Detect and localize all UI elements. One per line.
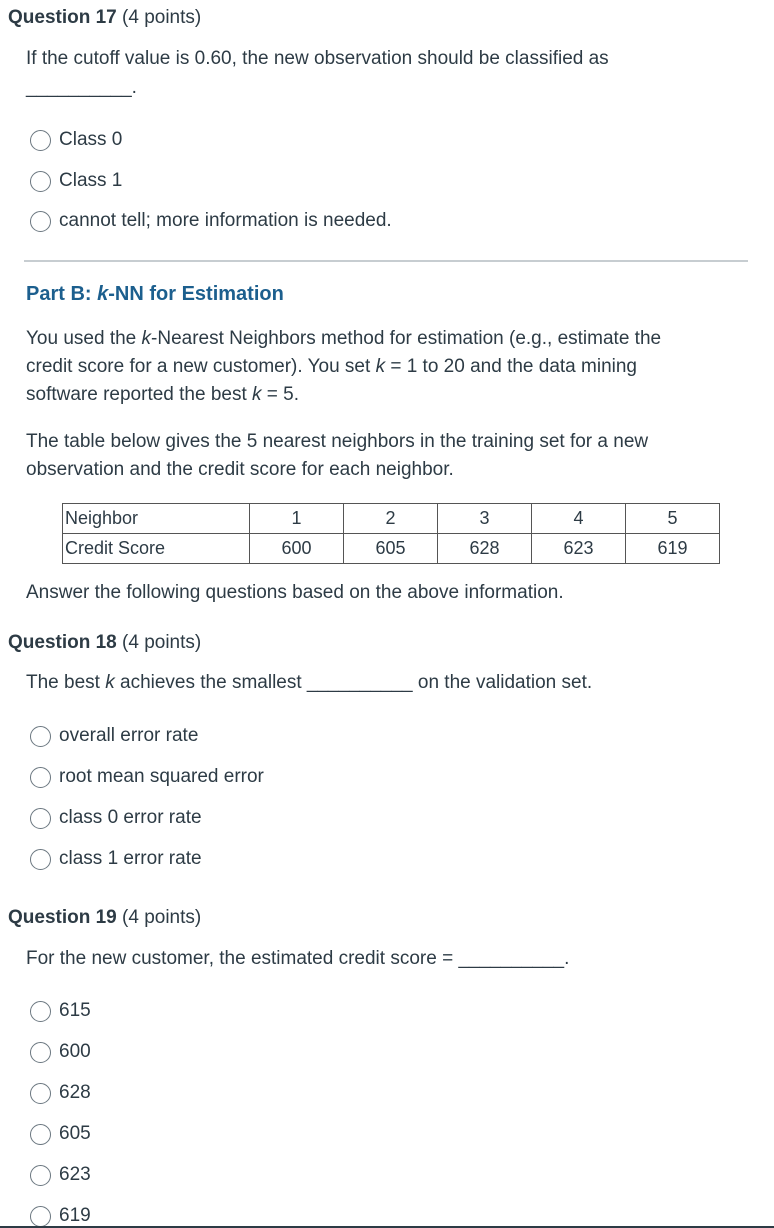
q18-option-overall-error-rate[interactable] — [30, 724, 198, 748]
part-b-instruction: Answer the following questions based on the above information. — [26, 582, 564, 603]
q18-option-rmse[interactable] — [30, 765, 264, 789]
radio-button[interactable] — [30, 1001, 51, 1022]
table-cell: 623 — [532, 534, 626, 564]
part-b-para1-line2 — [26, 353, 637, 381]
question-number: Question 18 — [8, 632, 117, 653]
table-cell: 2 — [344, 504, 438, 534]
option-label: root mean squared error — [59, 766, 264, 787]
table-row-header: Neighbor — [63, 504, 250, 534]
option-label: 615 — [59, 1000, 91, 1021]
q19-option-615[interactable] — [30, 999, 91, 1023]
part-b-para2-line2: observation and the credit score for each neighbor. — [26, 459, 454, 480]
question-number: Question 19 — [8, 907, 117, 928]
text-run-italic: k — [375, 356, 386, 377]
table-row-credit-score — [63, 534, 720, 564]
text-run-italic: k — [105, 672, 115, 693]
question-19-blank: __________. — [458, 948, 570, 969]
radio-button[interactable] — [30, 726, 51, 747]
text-run: = 5. — [261, 384, 300, 405]
option-label: overall error rate — [59, 725, 199, 746]
option-label: 600 — [59, 1041, 91, 1062]
question-18-stem — [26, 669, 592, 697]
question-points: (4 points) — [122, 632, 202, 653]
radio-button[interactable] — [30, 171, 51, 192]
option-label: cannot tell; more information is needed. — [59, 210, 392, 231]
radio-button[interactable] — [30, 1206, 51, 1227]
question-17-blank: __________. — [26, 77, 137, 98]
table-row-neighbor — [63, 504, 720, 534]
text-run-italic: k — [141, 328, 152, 349]
question-18-header — [8, 632, 201, 654]
option-label: Class 0 — [59, 129, 123, 150]
question-18-blank: __________ — [306, 672, 413, 693]
radio-button[interactable] — [30, 211, 51, 232]
text-run: = 1 to 20 and the data mining — [385, 356, 637, 377]
table-cell: 5 — [626, 504, 720, 534]
question-points: (4 points) — [122, 907, 202, 928]
question-points: (4 points) — [122, 7, 202, 28]
part-b-title — [26, 283, 284, 306]
option-label: 623 — [59, 1164, 91, 1185]
text-run-italic: k — [252, 384, 262, 405]
option-label: 619 — [59, 1205, 91, 1226]
q19-option-628[interactable] — [30, 1081, 91, 1105]
table-cell: 4 — [532, 504, 626, 534]
option-label: 628 — [59, 1082, 91, 1103]
option-label: class 0 error rate — [59, 807, 202, 828]
title-prefix: Part B: — [26, 283, 98, 305]
text-run: The best — [26, 672, 106, 693]
text-run: on the validation set. — [412, 672, 593, 693]
radio-button[interactable] — [30, 849, 51, 870]
q19-option-605[interactable] — [30, 1122, 91, 1146]
table-cell: 619 — [626, 534, 720, 564]
question-19-stem — [26, 945, 569, 973]
option-label: 605 — [59, 1123, 91, 1144]
table-cell: 600 — [250, 534, 344, 564]
option-label: class 1 error rate — [59, 848, 202, 869]
q18-option-class-1-error-rate[interactable] — [30, 847, 202, 871]
radio-button[interactable] — [30, 1083, 51, 1104]
q17-option-class-0[interactable] — [30, 128, 122, 152]
q17-option-cannot-tell[interactable] — [30, 209, 392, 233]
radio-button[interactable] — [30, 1124, 51, 1145]
radio-button[interactable] — [30, 130, 51, 151]
text-run: You used the — [26, 328, 142, 349]
question-number: Question 17 — [8, 7, 117, 28]
q17-option-class-1[interactable] — [30, 169, 122, 193]
q18-option-class-0-error-rate[interactable] — [30, 806, 202, 830]
question-17-header — [8, 7, 201, 29]
text-run: achieves the smallest — [114, 672, 307, 693]
text-run: software reported the best — [26, 384, 253, 405]
option-label: Class 1 — [59, 170, 123, 191]
table-row-header: Credit Score — [63, 534, 250, 564]
radio-button[interactable] — [30, 767, 51, 788]
table-cell: 605 — [344, 534, 438, 564]
question-17-stem: If the cutoff value is 0.60, the new observation should be classified as — [26, 48, 609, 69]
part-b-para2-line1: The table below gives the 5 nearest neighbors in the training set for a new — [26, 431, 649, 452]
table-cell: 1 — [250, 504, 344, 534]
neighbors-table — [62, 503, 720, 564]
radio-button[interactable] — [30, 1165, 51, 1186]
q19-option-600[interactable] — [30, 1040, 91, 1064]
question-19-header — [8, 907, 201, 929]
text-run: credit score for a new customer). You set — [26, 356, 376, 377]
section-divider — [24, 260, 748, 262]
radio-button[interactable] — [30, 808, 51, 829]
part-b-para1-line3 — [26, 381, 299, 409]
radio-button[interactable] — [30, 1042, 51, 1063]
table-cell: 628 — [438, 534, 532, 564]
title-k: k — [97, 283, 109, 305]
text-run: For the new customer, the estimated credit score = — [26, 948, 459, 969]
q19-option-623[interactable] — [30, 1163, 91, 1187]
q19-option-619[interactable] — [30, 1204, 91, 1228]
part-b-para1-line1 — [26, 325, 661, 353]
table-cell: 3 — [438, 504, 532, 534]
title-suffix: -NN for Estimation — [108, 283, 284, 305]
text-run: -Nearest Neighbors method for estimation (e.g., estimate the — [151, 328, 662, 349]
